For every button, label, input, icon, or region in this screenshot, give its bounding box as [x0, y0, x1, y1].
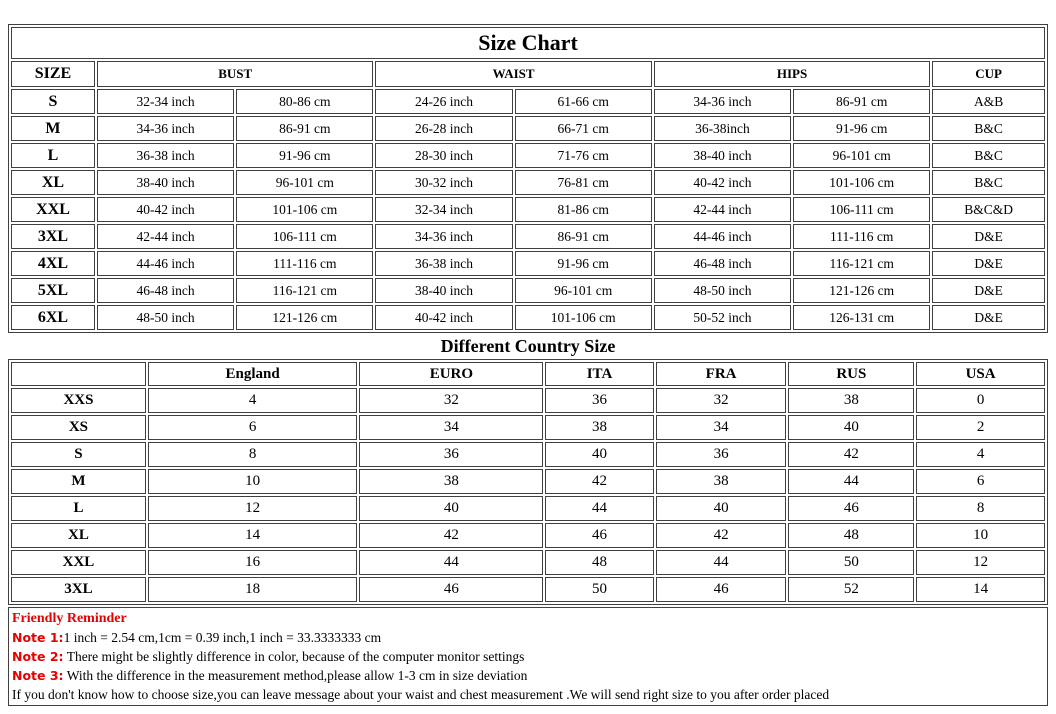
size-chart-body	[11, 89, 1045, 330]
measurement-cell: 24-26 inch	[375, 89, 512, 114]
measurement-cell: 86-91 cm	[515, 224, 652, 249]
measurement-cell: 86-91 cm	[793, 89, 930, 114]
size-chart-row	[11, 143, 1045, 168]
measurement-cell: 111-116 cm	[236, 251, 373, 276]
measurement-cell: 26-28 inch	[375, 116, 512, 141]
size-chart-title: Size Chart	[11, 27, 1045, 59]
country-size-cell: 40	[545, 442, 653, 467]
country-size-cell: 14	[916, 577, 1045, 602]
size-chart-row	[11, 197, 1045, 222]
size-chart-row	[11, 278, 1045, 303]
country-size-cell: 34	[359, 415, 543, 440]
measurement-cell: 101-106 cm	[793, 170, 930, 195]
size-label: S	[11, 442, 146, 467]
column-header-size: SIZE	[11, 61, 95, 87]
measurement-cell: 36-38 inch	[375, 251, 512, 276]
measurement-cell: 38-40 inch	[97, 170, 234, 195]
country-size-cell: 50	[788, 550, 914, 575]
size-chart-row	[11, 170, 1045, 195]
measurement-cell: 81-86 cm	[515, 197, 652, 222]
country-size-row	[11, 442, 1045, 467]
country-size-cell: 18	[148, 577, 358, 602]
size-label: S	[11, 89, 95, 114]
measurement-cell: 44-46 inch	[654, 224, 791, 249]
country-size-cell: 46	[359, 577, 543, 602]
measurement-cell: A&B	[932, 89, 1045, 114]
country-size-cell: 38	[359, 469, 543, 494]
measurement-cell: 126-131 cm	[793, 305, 930, 330]
measurement-cell: 116-121 cm	[793, 251, 930, 276]
size-label: XL	[11, 523, 146, 548]
measurement-cell: 50-52 inch	[654, 305, 791, 330]
size-label: 4XL	[11, 251, 95, 276]
size-label: XS	[11, 415, 146, 440]
country-size-row	[11, 415, 1045, 440]
country-size-cell: 14	[148, 523, 358, 548]
measurement-cell: D&E	[932, 305, 1045, 330]
note-text: With the difference in the measurement method,please allow 1-3 cm in size deviation	[63, 668, 528, 683]
country-size-cell: 12	[148, 496, 358, 521]
note-line	[12, 666, 1044, 685]
country-size-cell: 48	[545, 550, 653, 575]
country-size-cell: 38	[545, 415, 653, 440]
country-size-cell: 44	[545, 496, 653, 521]
reminder-footer: If you don't know how to choose size,you can leave message about your waist and chest measurement .We will send right size to you after order placed	[12, 687, 830, 702]
note-label: Note 2:	[12, 649, 64, 664]
measurement-cell: 121-126 cm	[236, 305, 373, 330]
country-column-header: RUS	[788, 362, 914, 386]
measurement-cell: 40-42 inch	[654, 170, 791, 195]
country-size-row	[11, 577, 1045, 602]
country-size-cell: 42	[545, 469, 653, 494]
measurement-cell: 106-111 cm	[793, 197, 930, 222]
country-size-row	[11, 550, 1045, 575]
measurement-cell: 76-81 cm	[515, 170, 652, 195]
measurement-cell: 101-106 cm	[515, 305, 652, 330]
measurement-cell: 91-96 cm	[515, 251, 652, 276]
measurement-cell: 71-76 cm	[515, 143, 652, 168]
country-size-cell: 16	[148, 550, 358, 575]
size-chart-row	[11, 305, 1045, 330]
measurement-cell: 40-42 inch	[97, 197, 234, 222]
column-header-cup: CUP	[932, 61, 1045, 87]
country-size-cell: 8	[148, 442, 358, 467]
measurement-cell: 36-38inch	[654, 116, 791, 141]
country-size-cell: 38	[656, 469, 787, 494]
country-size-cell: 38	[788, 388, 914, 413]
country-size-cell: 44	[788, 469, 914, 494]
country-size-row	[11, 523, 1045, 548]
reminder-box	[8, 607, 1048, 706]
size-chart-row	[11, 89, 1045, 114]
measurement-cell: D&E	[932, 224, 1045, 249]
measurement-cell: 96-101 cm	[236, 170, 373, 195]
size-chart-header-row	[11, 61, 1045, 87]
country-size-cell: 34	[656, 415, 787, 440]
measurement-cell: 121-126 cm	[793, 278, 930, 303]
size-chart-table	[8, 24, 1048, 333]
country-size-cell: 48	[788, 523, 914, 548]
size-label: L	[11, 496, 146, 521]
measurement-cell: 28-30 inch	[375, 143, 512, 168]
size-chart-row	[11, 224, 1045, 249]
country-size-cell: 32	[656, 388, 787, 413]
measurement-cell: 61-66 cm	[515, 89, 652, 114]
column-header-bust: BUST	[97, 61, 373, 87]
size-label: 3XL	[11, 577, 146, 602]
country-size-cell: 0	[916, 388, 1045, 413]
measurement-cell: 48-50 inch	[654, 278, 791, 303]
country-column-header	[11, 362, 146, 386]
country-size-cell: 52	[788, 577, 914, 602]
country-column-header: EURO	[359, 362, 543, 386]
measurement-cell: 91-96 cm	[236, 143, 373, 168]
note-label: Note 1:	[12, 630, 64, 645]
measurement-cell: 34-36 inch	[654, 89, 791, 114]
country-size-cell: 4	[916, 442, 1045, 467]
measurement-cell: 38-40 inch	[654, 143, 791, 168]
note-line	[12, 647, 1044, 666]
measurement-cell: D&E	[932, 251, 1045, 276]
note-text: There might be slightly difference in color, because of the computer monitor settings	[63, 649, 525, 664]
country-size-cell: 36	[545, 388, 653, 413]
size-label: L	[11, 143, 95, 168]
country-size-cell: 50	[545, 577, 653, 602]
country-size-cell: 2	[916, 415, 1045, 440]
size-chart-row	[11, 251, 1045, 276]
measurement-cell: 111-116 cm	[793, 224, 930, 249]
country-size-cell: 42	[788, 442, 914, 467]
note-text: 1 inch = 2.54 cm,1cm = 0.39 inch,1 inch = 33.3333333 cm	[63, 630, 382, 645]
measurement-cell: 38-40 inch	[375, 278, 512, 303]
measurement-cell: 106-111 cm	[236, 224, 373, 249]
measurement-cell: 48-50 inch	[97, 305, 234, 330]
country-column-header: England	[148, 362, 358, 386]
size-label: 6XL	[11, 305, 95, 330]
size-label: XL	[11, 170, 95, 195]
country-size-cell: 36	[359, 442, 543, 467]
measurement-cell: 91-96 cm	[793, 116, 930, 141]
measurement-cell: 96-101 cm	[515, 278, 652, 303]
country-size-body	[11, 388, 1045, 602]
size-label: M	[11, 469, 146, 494]
measurement-cell: 46-48 inch	[97, 278, 234, 303]
measurement-cell: 80-86 cm	[236, 89, 373, 114]
country-size-cell: 46	[788, 496, 914, 521]
country-size-header-row	[11, 362, 1045, 386]
country-size-cell: 10	[916, 523, 1045, 548]
measurement-cell: 34-36 inch	[375, 224, 512, 249]
measurement-cell: 44-46 inch	[97, 251, 234, 276]
country-size-title: Different Country Size	[440, 336, 616, 356]
country-size-cell: 44	[359, 550, 543, 575]
country-column-header: FRA	[656, 362, 787, 386]
country-column-header: USA	[916, 362, 1045, 386]
measurement-cell: 40-42 inch	[375, 305, 512, 330]
measurement-cell: 66-71 cm	[515, 116, 652, 141]
reminder-notes	[12, 628, 1044, 685]
measurement-cell: 42-44 inch	[654, 197, 791, 222]
size-chart-title-row	[11, 27, 1045, 59]
country-size-cell: 6	[916, 469, 1045, 494]
column-header-hips: HIPS	[654, 61, 930, 87]
measurement-cell: 101-106 cm	[236, 197, 373, 222]
country-size-cell: 12	[916, 550, 1045, 575]
measurement-cell: B&C	[932, 170, 1045, 195]
size-label: 5XL	[11, 278, 95, 303]
country-size-row	[11, 496, 1045, 521]
size-label: XXL	[11, 197, 95, 222]
country-size-row	[11, 469, 1045, 494]
measurement-cell: 30-32 inch	[375, 170, 512, 195]
measurement-cell: B&C	[932, 143, 1045, 168]
measurement-cell: 34-36 inch	[97, 116, 234, 141]
country-size-cell: 8	[916, 496, 1045, 521]
measurement-cell: 96-101 cm	[793, 143, 930, 168]
reminder-heading: Friendly Reminder	[12, 611, 127, 626]
measurement-cell: 86-91 cm	[236, 116, 373, 141]
measurement-cell: 32-34 inch	[375, 197, 512, 222]
country-size-cell: 42	[656, 523, 787, 548]
country-size-cell: 42	[359, 523, 543, 548]
country-column-header: ITA	[545, 362, 653, 386]
country-size-cell: 6	[148, 415, 358, 440]
measurement-cell: 36-38 inch	[97, 143, 234, 168]
country-size-row	[11, 388, 1045, 413]
note-label: Note 3:	[12, 668, 64, 683]
country-size-cell: 40	[788, 415, 914, 440]
country-size-cell: 32	[359, 388, 543, 413]
measurement-cell: B&C&D	[932, 197, 1045, 222]
size-label: XXS	[11, 388, 146, 413]
size-label: 3XL	[11, 224, 95, 249]
measurement-cell: D&E	[932, 278, 1045, 303]
country-size-cell: 40	[359, 496, 543, 521]
country-size-cell: 40	[656, 496, 787, 521]
country-size-cell: 4	[148, 388, 358, 413]
country-size-cell: 10	[148, 469, 358, 494]
country-size-table	[8, 359, 1048, 605]
measurement-cell: B&C	[932, 116, 1045, 141]
country-size-cell: 46	[656, 577, 787, 602]
size-label: XXL	[11, 550, 146, 575]
country-size-cell: 44	[656, 550, 787, 575]
country-size-cell: 46	[545, 523, 653, 548]
measurement-cell: 42-44 inch	[97, 224, 234, 249]
measurement-cell: 116-121 cm	[236, 278, 373, 303]
note-line	[12, 628, 1044, 647]
column-header-waist: WAIST	[375, 61, 651, 87]
size-chart-row	[11, 116, 1045, 141]
measurement-cell: 46-48 inch	[654, 251, 791, 276]
measurement-cell: 32-34 inch	[97, 89, 234, 114]
size-label: M	[11, 116, 95, 141]
country-size-cell: 36	[656, 442, 787, 467]
